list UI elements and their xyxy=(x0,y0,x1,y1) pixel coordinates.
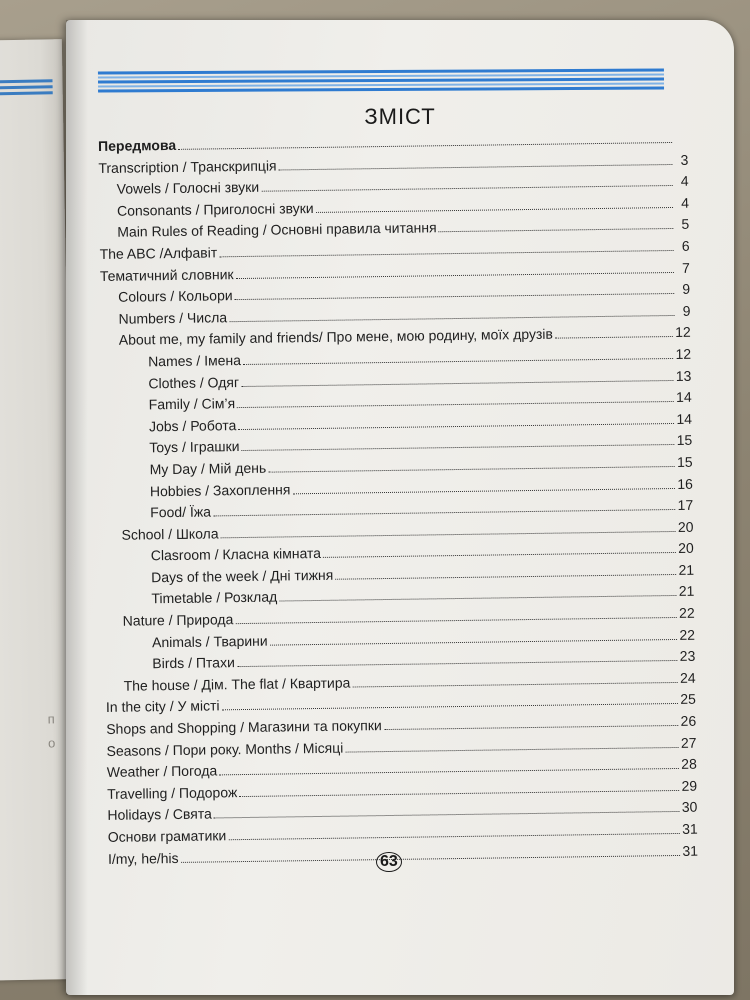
toc-leader-dots xyxy=(268,466,675,473)
toc-leader-dots xyxy=(237,660,678,667)
table-of-contents xyxy=(98,130,698,872)
toc-leader-dots xyxy=(235,293,675,300)
toc-leader-dots xyxy=(181,855,681,863)
toc-entry-page: 14 xyxy=(676,410,693,427)
toc-entry-title: Jobs / Робота xyxy=(148,416,237,435)
toc-leader-dots xyxy=(239,790,679,797)
header-stripes xyxy=(98,69,664,95)
toc-entry-title: Days of the week / Дні тижня xyxy=(151,566,334,586)
toc-entry-page: 9 xyxy=(682,302,691,319)
toc-leader-dots xyxy=(352,682,678,688)
toc-entry-page: 9 xyxy=(682,280,691,298)
toc-leader-dots xyxy=(323,552,676,558)
toc-leader-dots xyxy=(439,228,674,232)
toc-leader-dots xyxy=(279,595,677,602)
toc-entry-title: Birds / Птахи xyxy=(152,654,235,672)
toc-entry-title: Clasroom / Класна кімната xyxy=(150,545,322,564)
toc-entry-title: Передмова xyxy=(98,136,177,154)
toc-entry-page: 21 xyxy=(678,561,695,578)
toc-entry-page: 22 xyxy=(678,604,695,621)
toc-entry-title: Family / Сім’я xyxy=(148,395,236,413)
toc-entry-page: 12 xyxy=(675,324,691,341)
previous-page-letter: п xyxy=(47,711,55,727)
toc-entry-title: Animals / Тварини xyxy=(151,632,268,650)
toc-entry-title: Hobbies / Захоплення xyxy=(149,480,291,499)
toc-entry-title: Travelling / Подорож xyxy=(107,783,238,802)
toc-leader-dots xyxy=(555,336,673,339)
toc-entry-page: 31 xyxy=(682,842,699,859)
toc-entry-title: Colours / Кольори xyxy=(118,287,233,305)
toc-entry-title: Тематичний словник xyxy=(99,265,234,284)
toc-entry-page: 15 xyxy=(676,453,693,470)
toc-entry-title: My Day / Мій день xyxy=(149,459,267,478)
toc-entry-title: In the city / У місті xyxy=(105,697,220,716)
toc-entry-page: 15 xyxy=(676,432,693,449)
toc-entry-title: About me, my family and friends/ Про мене, мою родину, моїх друзів xyxy=(118,326,554,349)
book-page xyxy=(66,20,734,995)
toc-entry-title: I/my, he/his xyxy=(107,849,179,867)
toc-entry-page: 12 xyxy=(675,345,692,362)
toc-entry-title: Основи граматики xyxy=(107,827,227,845)
toc-leader-dots xyxy=(228,833,680,840)
toc-entry-title: Main Rules of Reading / Основні правила читання xyxy=(117,219,437,241)
toc-entry-title: Nature / Природа xyxy=(122,611,234,629)
toc-leader-dots xyxy=(237,401,674,408)
toc-entry-page: 23 xyxy=(679,647,696,665)
toc-entry-title: Numbers / Числа xyxy=(118,308,228,327)
toc-leader-dots xyxy=(335,574,676,580)
toc-entry-page: 5 xyxy=(681,216,690,233)
toc-entry-title: Weather / Погода xyxy=(106,762,218,781)
toc-entry-page: 31 xyxy=(682,820,698,837)
toc-entry-title: Holidays / Свята xyxy=(107,805,212,824)
toc-entry-title: Names / Імена xyxy=(148,351,242,370)
toc-entry-title: The house / Дім. The flat / Квартира xyxy=(123,674,351,694)
toc-leader-dots xyxy=(213,509,676,516)
toc-leader-dots xyxy=(222,703,679,710)
toc-entry-page: 3 xyxy=(680,151,689,168)
toc-entry-title: Vowels / Голосні звуки xyxy=(116,178,260,197)
toc-entry-title: The ABC /Алфавіт xyxy=(99,244,218,262)
page-title: ЗМІСТ xyxy=(364,104,436,129)
toc-leader-dots xyxy=(229,315,674,322)
toc-entry-title: School / Школа xyxy=(121,525,219,543)
toc-entry-title: Clothes / Одяг xyxy=(148,373,240,391)
toc-entry-page: 30 xyxy=(681,799,698,816)
toc-entry-page: 27 xyxy=(680,734,697,751)
toc-entry-page: 13 xyxy=(675,367,692,384)
toc-leader-dots xyxy=(292,487,675,493)
toc-entry-page: 6 xyxy=(681,237,690,254)
toc-leader-dots xyxy=(270,639,678,646)
toc-entry-page: 17 xyxy=(677,496,694,514)
toc-leader-dots xyxy=(242,444,675,451)
toc-leader-dots xyxy=(221,531,676,538)
toc-entry-page: 29 xyxy=(681,777,698,794)
toc-entry-title: Transcription / Транскрипція xyxy=(98,157,277,176)
toc-leader-dots xyxy=(219,250,673,257)
toc-entry-title: Shops and Shopping / Магазини та покупки xyxy=(106,717,382,737)
toc-entry-page: 22 xyxy=(679,626,696,643)
toc-entry-page: 26 xyxy=(680,712,697,729)
toc-leader-dots xyxy=(316,207,673,213)
toc-entry-page: 16 xyxy=(677,475,693,492)
toc-leader-dots xyxy=(235,617,677,624)
toc-entry-title: Toys / Іграшки xyxy=(149,438,240,456)
toc-entry-title: Food/ Їжа xyxy=(150,503,212,521)
toc-leader-dots xyxy=(345,747,679,753)
toc-entry-page: 4 xyxy=(681,194,690,211)
toc-entry-page: 24 xyxy=(679,669,696,686)
toc-entry-title: Consonants / Приголосні звуки xyxy=(116,199,314,219)
toc-entry-page: 14 xyxy=(675,388,692,406)
toc-leader-dots xyxy=(384,725,679,730)
toc-leader-dots xyxy=(241,380,674,387)
toc-leader-dots xyxy=(214,811,680,819)
toc-leader-dots xyxy=(238,423,674,430)
toc-entry-page: 20 xyxy=(677,518,694,535)
page-number: 63 xyxy=(376,852,402,872)
toc-leader-dots xyxy=(261,185,672,192)
toc-leader-dots xyxy=(279,164,673,170)
toc-leader-dots xyxy=(243,358,674,365)
toc-entry-page: 25 xyxy=(680,691,697,708)
toc-leader-dots xyxy=(219,768,679,775)
toc-entry-page: 28 xyxy=(681,755,697,773)
toc-leader-dots xyxy=(178,142,672,150)
previous-page-stripes xyxy=(0,79,53,98)
toc-entry-page: 20 xyxy=(678,540,694,557)
toc-entry-page: 21 xyxy=(678,583,695,600)
toc-entry-title: Timetable / Розклад xyxy=(151,589,278,607)
previous-page-letter: о xyxy=(47,735,56,751)
toc-entry-page: 7 xyxy=(681,259,690,276)
toc-entry-title: Seasons / Пори року. Months / Місяці xyxy=(106,739,344,759)
toc-leader-dots xyxy=(236,272,674,279)
toc-entry-page: 4 xyxy=(680,172,689,190)
